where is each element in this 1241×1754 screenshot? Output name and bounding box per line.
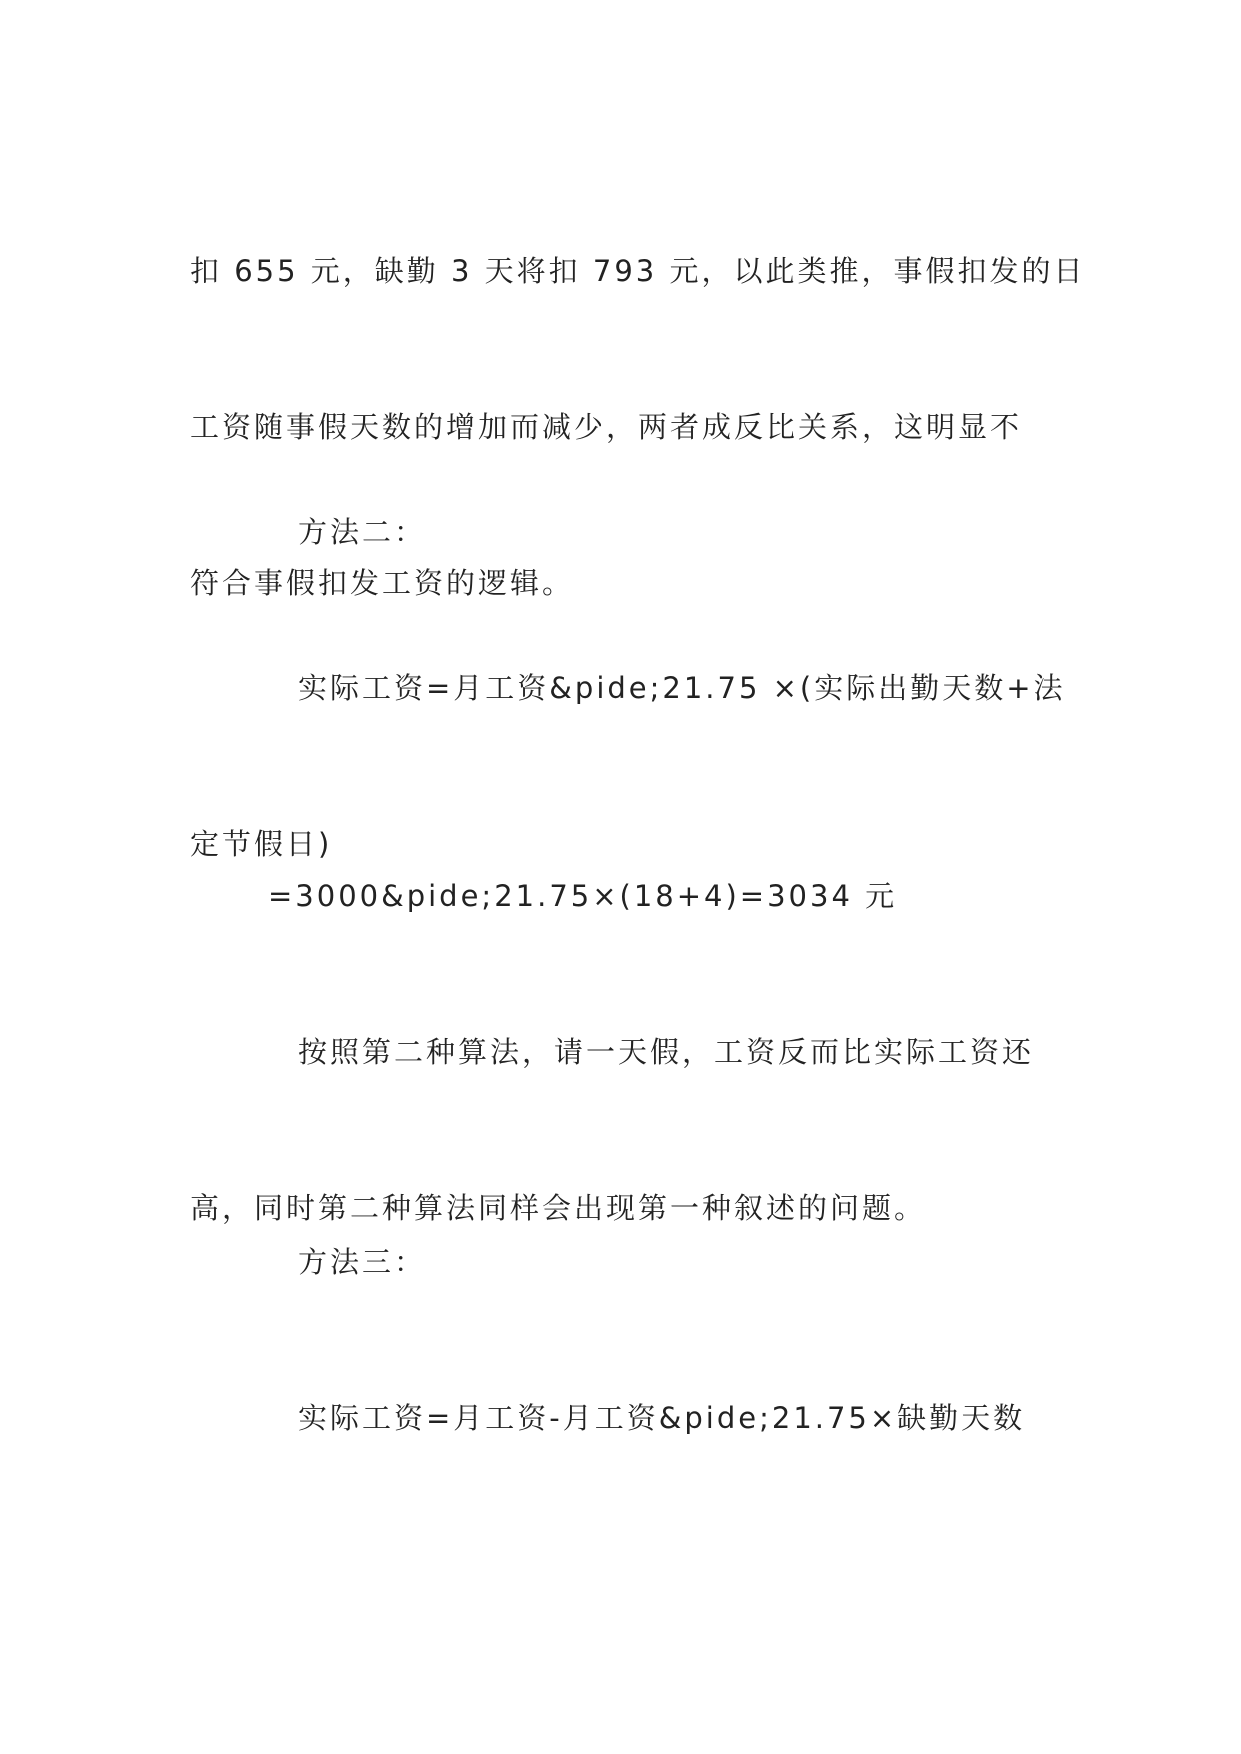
- text-line: 实际工资=月工资&pide;21.75 ×(实际出勤天数+法: [298, 671, 1066, 705]
- text-line: 工资随事假天数的增加而减少，两者成反比关系，这明显不: [190, 410, 1023, 444]
- text-line: 实际工资=月工资-月工资&pide;21.75×缺勤天数: [298, 1401, 1026, 1435]
- text-line: 按照第二种算法，请一天假，工资反而比实际工资还: [298, 1035, 1035, 1069]
- text-line: 扣 655 元，缺勤 3 天将扣 793 元，以此类推，事假扣发的日: [190, 254, 1086, 288]
- text-line: =3000&pide;21.75×(18+4)=3034 元: [268, 879, 898, 913]
- paragraph-formula-method-three: [190, 1288, 1050, 1548]
- text-line: 方法三：: [298, 1245, 427, 1279]
- text-line: 符合事假扣发工资的逻辑。: [190, 566, 575, 600]
- text-line: 方法二：: [298, 515, 427, 549]
- text-line: 高，同时第二种算法同样会出现第一种叙述的问题。: [190, 1191, 927, 1225]
- text-line: 定节假日): [190, 827, 333, 861]
